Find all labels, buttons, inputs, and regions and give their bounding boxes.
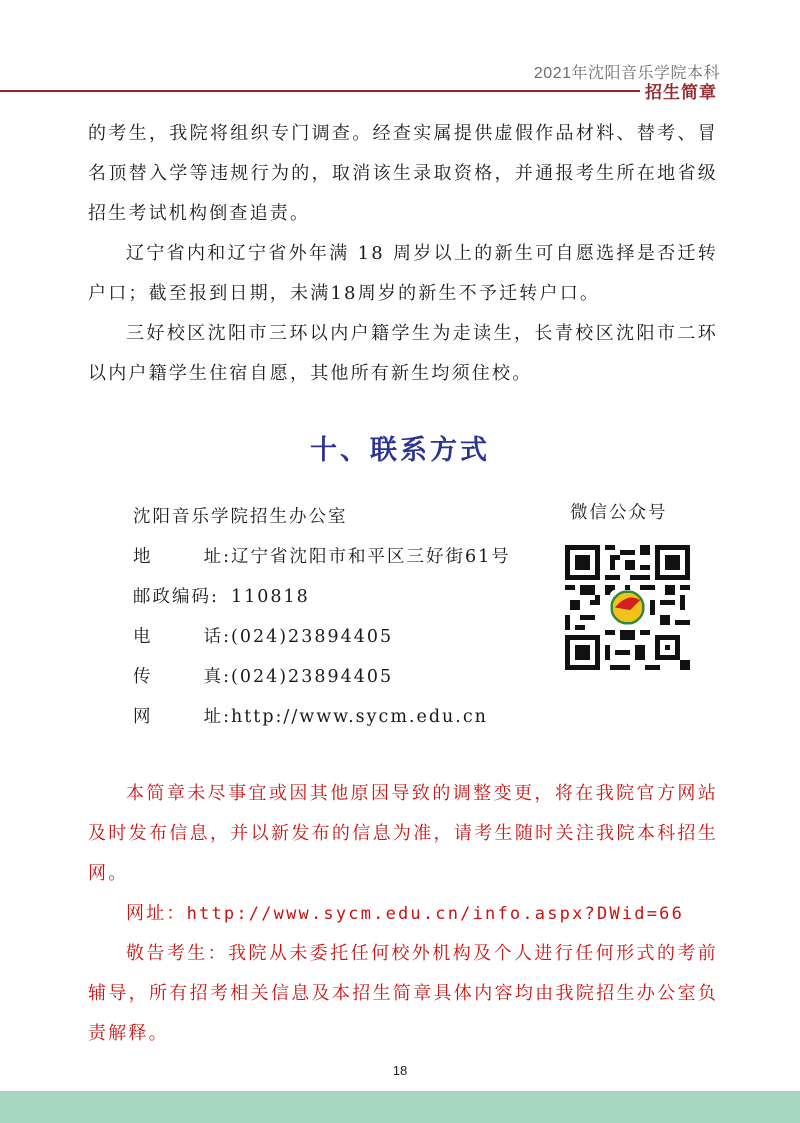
qr-code-icon	[565, 545, 690, 670]
postcode-value: 110818	[231, 587, 310, 607]
contact-postcode	[133, 577, 511, 617]
body-paragraph-3: 三好校区沈阳市三环以内户籍学生为走读生，长青校区沈阳市二环以内户籍学生住宿自愿，其他所有新生均须住校。	[88, 323, 718, 384]
wechat-label: 微信公众号	[570, 503, 668, 523]
notice-url-line	[88, 894, 718, 934]
office-name: 沈阳音乐学院招生办公室	[133, 507, 348, 527]
website-link[interactable]: http://www.sycm.edu.cn	[231, 707, 488, 727]
website-label: 网 址:	[133, 707, 231, 727]
notice-url-link[interactable]: http://www.sycm.edu.cn/info.aspx?DWid=66	[186, 904, 685, 924]
notice-paragraph: 本简章未尽事宜或因其他原因导致的调整变更，将在我院官方网站及时发布信息，并以新发布的信息为准，请考生随时关注我院本科招生网。	[88, 783, 718, 884]
phone-label: 电 话:	[133, 627, 231, 647]
warning-paragraph: 敬告考生：我院从未委托任何校外机构及个人进行任何形式的考前辅导，所有招考相关信息及本招生简章具体内容均由我院招生办公室负责解释。	[88, 943, 718, 1044]
notice-url-label: 网址：	[126, 903, 187, 924]
contact-block	[133, 497, 511, 737]
section-title: 十、联系方式	[310, 435, 490, 466]
address-value: 辽宁省沈阳市和平区三好街61号	[231, 547, 511, 567]
footer-band	[0, 1091, 800, 1123]
contact-phone	[133, 617, 511, 657]
body-paragraph-1: 的考生，我院将组织专门调查。经查实属提供虚假作品材料、替考、冒名顶替入学等违规行为的，取消该生录取资格，并通报考生所在地省级招生考试机构倒查追责。	[88, 123, 718, 224]
contact-website	[133, 697, 511, 737]
header-rule	[0, 90, 640, 92]
contact-office	[133, 497, 511, 537]
contact-fax	[133, 657, 511, 697]
contact-address	[133, 537, 511, 577]
page-number: 18	[392, 1063, 408, 1078]
address-label: 地 址:	[133, 547, 231, 567]
fax-label: 传 真:	[133, 667, 231, 687]
fax-value: (024)23894405	[231, 667, 394, 687]
postcode-label: 邮政编码:	[133, 587, 219, 607]
header-subtitle: 招生简章	[645, 83, 717, 103]
phone-value: (024)23894405	[231, 627, 394, 647]
header-title: 2021年沈阳音乐学院本科	[533, 65, 720, 82]
body-paragraph-2: 辽宁省内和辽宁省外年满 18 周岁以上的新生可自愿选择是否迁转户口；截至报到日期，未满18周岁的新生不予迁转户口。	[88, 243, 718, 304]
